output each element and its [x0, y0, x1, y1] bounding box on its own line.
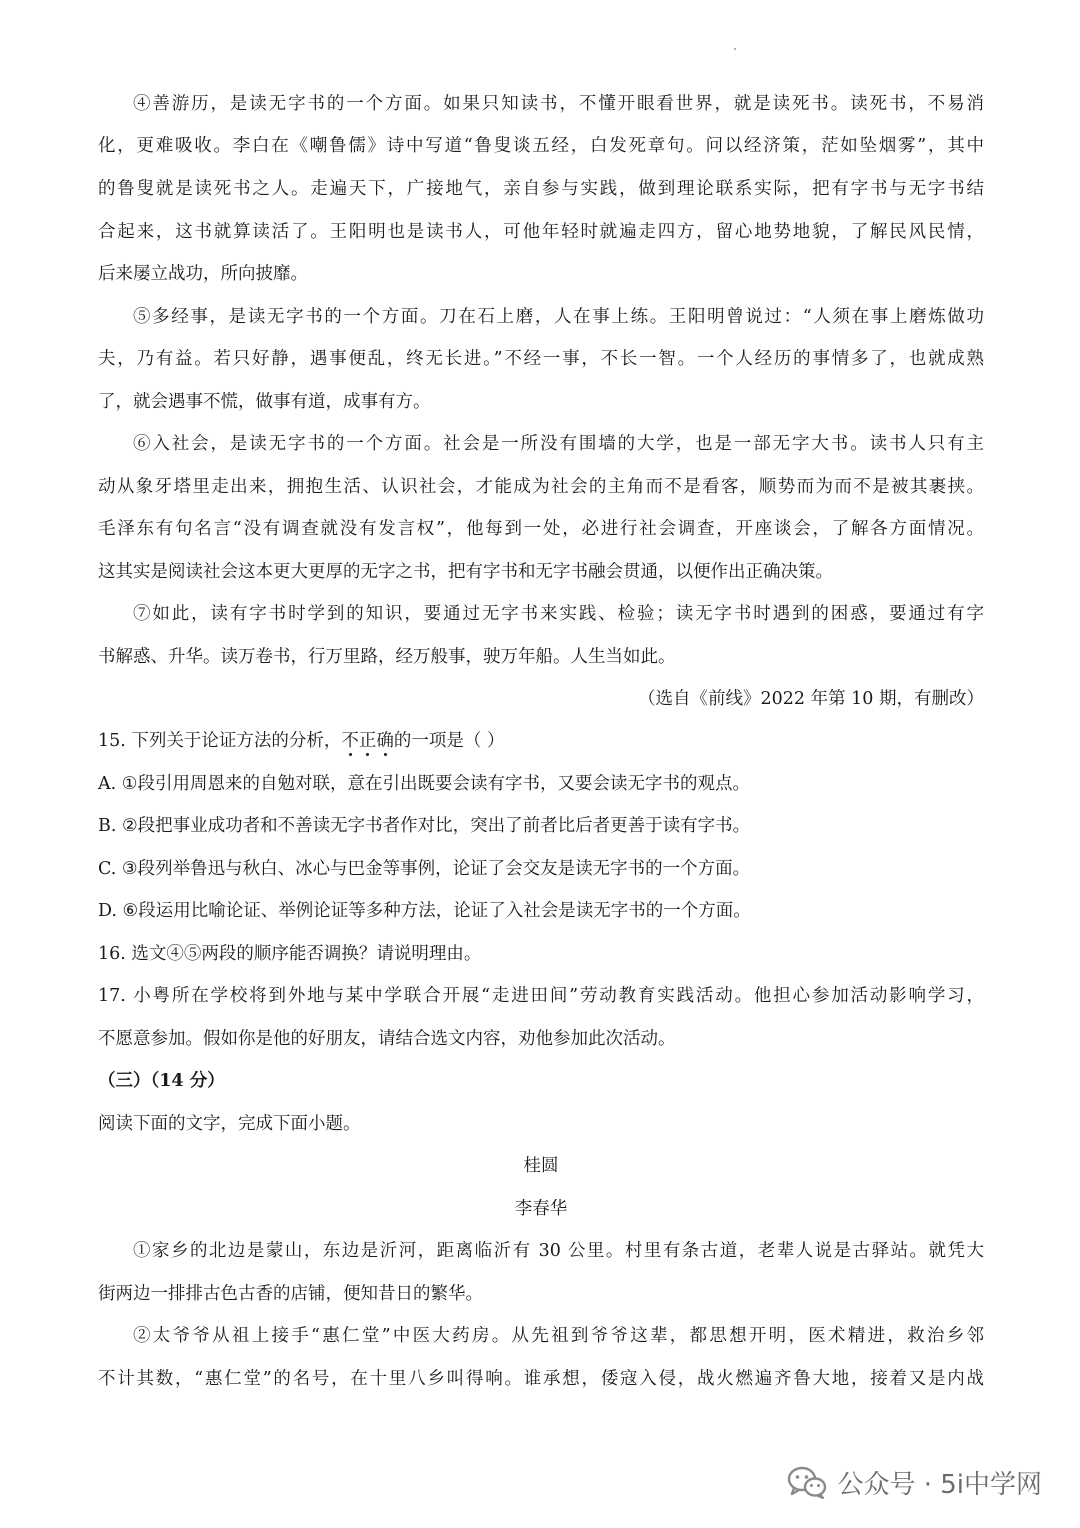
article-title: 桂圆 [523, 1156, 559, 1176]
q15-option-d: D. ⑥段运用比喻论证、举例论证等多种方法，论证了入社会是读无字书的一个方面。 [98, 901, 751, 921]
question-15 [98, 729, 984, 753]
p6-line-2: 动从象牙塔里走出来，拥抱生活、认识社会，才能成为社会的主角而不是看客，顺势而为而不是被其裹挟。 [98, 477, 984, 497]
wechat-watermark [787, 1462, 1042, 1502]
q15-emphasis-char-1: 不 [341, 731, 359, 751]
q15-prefix: 15. 下列关于论证方法的分析， [98, 731, 342, 751]
p4-line-2: 化，更难吸收。李白在《嘲鲁儒》诗中写道“鲁叟谈五经，白发死章句。问以经济策，茫如坠烟雾”，其中 [98, 136, 984, 156]
article-author: 李春华 [514, 1199, 568, 1219]
q15-option-b: B. ②段把事业成功者和不善读无字书者作对比，突出了前者比后者更善于读有字书。 [98, 816, 751, 836]
p4-line-3: 的鲁叟就是读死书之人。走遍天下，广接地气，亲自参与实践，做到理论联系实际，把有字书与无字书结 [98, 179, 984, 199]
source-citation: （选自《前线》2022 年第 10 期，有删改） [638, 689, 984, 709]
p4-line-4: 合起来，这书就算读活了。王阳明也是读书人，可他年轻时就遍走四方，留心地势地貌，了解民风民情， [98, 222, 984, 242]
p5-line-2: 夫，乃有益。若只好静，遇事便乱，终无长进。”不经一事，不长一智。一个人经历的事情多了，也就成熟 [98, 349, 984, 369]
q15-suffix: 的一项是（ ） [393, 731, 505, 751]
question-16: 16. 选文④⑤两段的顺序能否调换？请说明理由。 [98, 944, 482, 964]
q15-emphasis-char-2: 正 [358, 731, 377, 751]
p6-line-4: 这其实是阅读社会这本更大更厚的无字之书，把有字书和无字书融会贯通，以便作出正确决策。 [98, 562, 833, 582]
p7-line-1: ⑦如此，读有字书时学到的知识，要通过无字书来实践、检验；读无字书时遇到的困惑，要通过有字 [133, 604, 984, 624]
p6-line-3: 毛泽东有句名言“没有调查就没有发言权”，他每到一处，必进行社会调查，开座谈会，了解各方面情况。 [98, 519, 984, 539]
p4-line-1: ④善游历，是读无字书的一个方面。如果只知读书，不懂开眼看世界，就是读死书。读死书，不易消 [133, 94, 984, 114]
article-p2-line-1: ②太爷爷从祖上接手“惠仁堂”中医大药房。从先祖到爷爷这辈，都思想开明，医术精进，救治乡邻 [133, 1326, 984, 1346]
q15-option-a: A. ①段引用周恩来的自勉对联，意在引出既要会读有字书，又要会读无字书的观点。 [98, 774, 750, 794]
question-17-line-1: 17. 小粤所在学校将到外地与某中学联合开展“走进田间”劳动教育实践活动。他担心参加活动影响学习， [98, 986, 984, 1006]
watermark-text: 公众号 · 5i中学网 [837, 1469, 1042, 1500]
scan-speck [734, 48, 736, 50]
article-p1-line-2: 街两边一排排古色古香的店铺，便知昔日的繁华。 [98, 1284, 483, 1304]
p5-line-3: 了，就会遇事不慌，做事有道，成事有方。 [98, 392, 431, 412]
article-p1-line-1: ①家乡的北边是蒙山，东边是沂河，距离临沂有 30 公里。村里有条古道，老辈人说是古驿站。就凭大 [133, 1241, 984, 1261]
section-3-heading: （三）（14 分） [98, 1071, 225, 1091]
q15-emphasis-char-3: 确 [376, 731, 394, 751]
p6-line-1: ⑥入社会，是读无字书的一个方面。社会是一所没有围墙的大学，也是一部无字大书。读书人只有主 [133, 434, 984, 454]
q15-option-c: C. ③段列举鲁迅与秋白、冰心与巴金等事例，论证了会交友是读无字书的一个方面。 [98, 859, 751, 879]
p4-line-5: 后来屡立战功，所向披靡。 [98, 264, 308, 284]
article-p2-line-2: 不计其数，“惠仁堂”的名号，在十里八乡叫得响。谁承想，倭寇入侵，战火燃遍齐鲁大地，接着又是内战 [98, 1369, 984, 1389]
wechat-icon [787, 1465, 827, 1499]
section-3-instruction: 阅读下面的文字，完成下面小题。 [98, 1114, 361, 1134]
p5-line-1: ⑤多经事，是读无字书的一个方面。刀在石上磨，人在事上练。王阳明曾说过：“人须在事上磨炼做功 [133, 307, 984, 327]
question-17-line-2: 不愿意参加。假如你是他的好朋友，请结合选文内容，劝他参加此次活动。 [98, 1029, 676, 1049]
p7-line-2: 书解惑、升华。读万卷书，行万里路，经万般事，驶万年船。人生当如此。 [98, 647, 676, 667]
